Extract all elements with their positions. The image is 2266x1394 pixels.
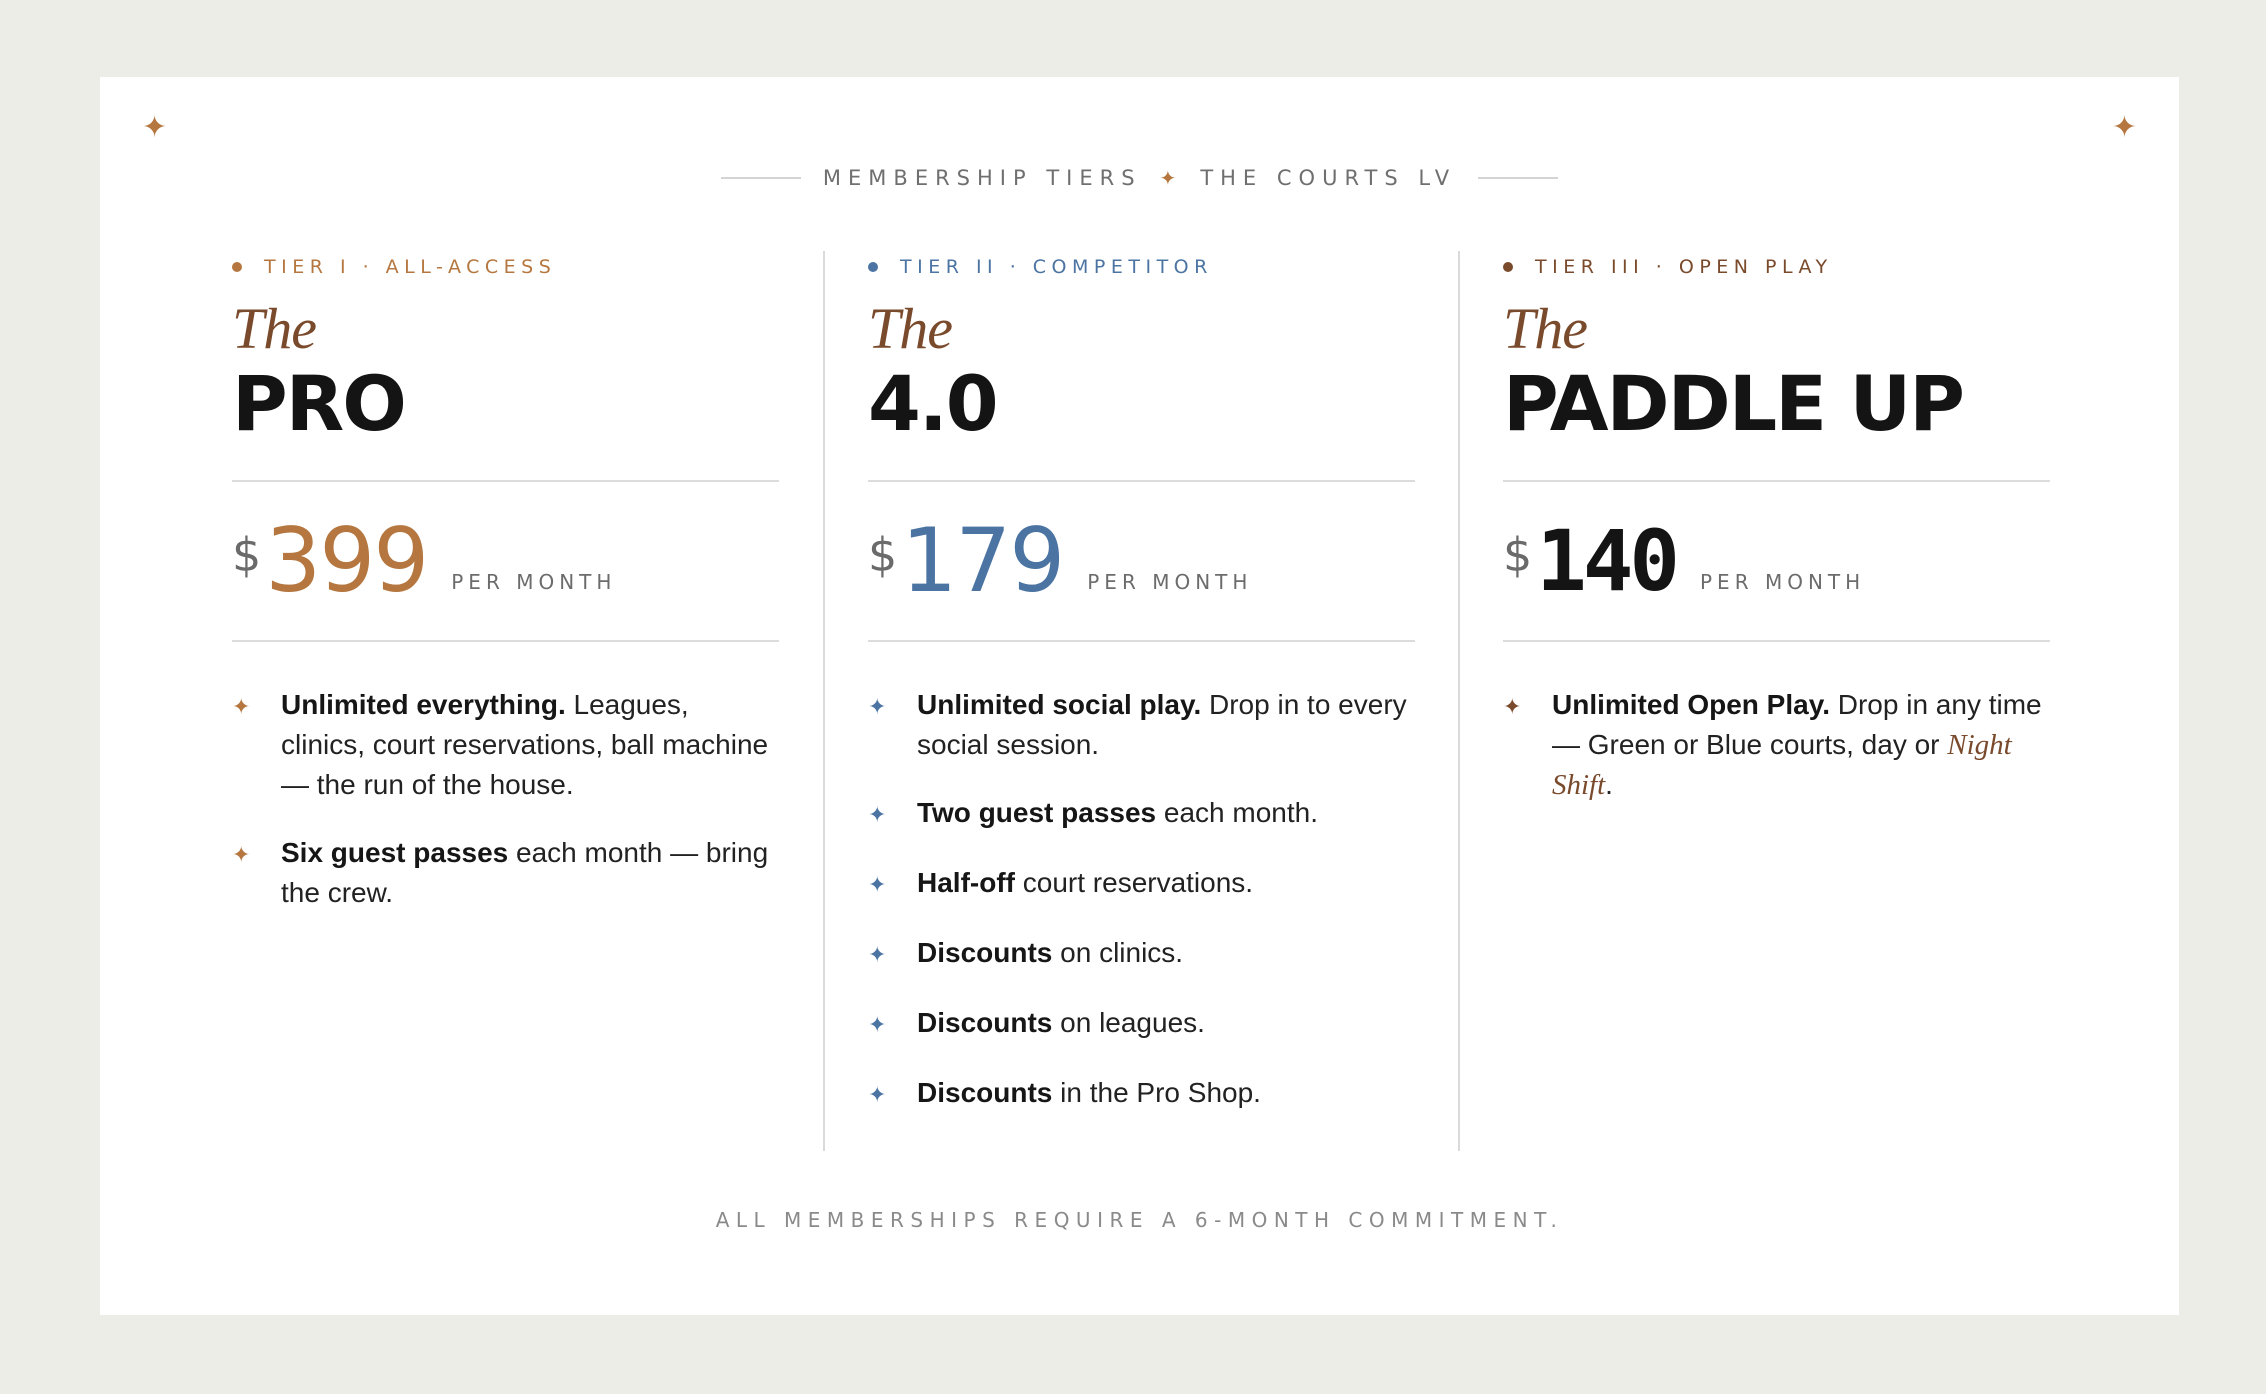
feature-text: [917, 1003, 1205, 1043]
feature-list: [1503, 685, 2050, 805]
tier-name: PRO: [232, 359, 405, 448]
feature-rest: on clinics.: [1052, 937, 1184, 968]
feature-rest: court reservations.: [1014, 867, 1254, 898]
star-bullet-icon: ✦: [868, 694, 887, 719]
star-bullet-icon: ✦: [868, 802, 887, 827]
star-bullet-icon: ✦: [868, 1012, 887, 1037]
feature-bold: Two guest passes: [917, 797, 1157, 828]
tier-dot-icon: [1503, 262, 1513, 272]
tier-prefix: The: [1503, 296, 1587, 361]
price-period: PER MONTH: [1700, 570, 1866, 594]
feature-rest: Drop in any time — Green or Blue courts, day or: [1552, 689, 2042, 760]
tier-label: [1503, 252, 2050, 282]
list-item: [868, 863, 1415, 905]
tier-prefix: The: [232, 296, 316, 361]
column-divider: [1458, 251, 1460, 1151]
feature-text: [917, 793, 1318, 833]
divider: [1503, 640, 2050, 642]
feature-text: [281, 685, 779, 805]
feature-rest: Drop in to every social session.: [917, 689, 1407, 760]
tier-dot-icon: [232, 262, 242, 272]
feature-bold: Six guest passes: [281, 837, 509, 868]
price-period: PER MONTH: [1087, 570, 1253, 594]
list-item: [868, 793, 1415, 835]
feature-bold: Unlimited Open Play.: [1552, 689, 1830, 720]
header-brand: THE COURTS LV: [1200, 166, 1457, 190]
tier-competitor: [868, 252, 1415, 1152]
price-amount: 140: [1536, 512, 1676, 610]
feature-text: [281, 833, 779, 913]
price-amount: 399: [265, 509, 428, 612]
tier-label-text: TIER II · COMPETITOR: [900, 256, 1213, 278]
price-amount: 179: [901, 509, 1064, 612]
page-header: [100, 163, 2179, 193]
feature-rest: in the Pro Shop.: [1052, 1077, 1261, 1108]
column-divider: [823, 251, 825, 1151]
header-rule-right: [1478, 177, 1558, 179]
feature-bold: Unlimited everything.: [281, 689, 566, 720]
currency-symbol: $: [232, 528, 262, 582]
star-bullet-icon: ✦: [1503, 694, 1522, 719]
star-bullet-icon: ✦: [868, 942, 887, 967]
star-bullet-icon: ✦: [232, 694, 251, 719]
feature-text: [917, 1073, 1261, 1113]
star-bullet-icon: ✦: [868, 872, 887, 897]
feature-bold: Discounts: [917, 937, 1053, 968]
feature-rest: on leagues.: [1052, 1007, 1205, 1038]
header-title: MEMBERSHIP TIERS: [822, 166, 1142, 190]
tier-pro: [232, 252, 779, 1152]
corner-star-icon: ✦: [2111, 111, 2137, 144]
feature-script: Night Shift: [1552, 729, 2012, 801]
tier-label-text: TIER III · OPEN PLAY: [1535, 256, 1833, 278]
list-item: [868, 1073, 1415, 1115]
feature-tail: .: [1605, 769, 1613, 800]
feature-text: [917, 933, 1183, 973]
star-icon: ✦: [1159, 166, 1177, 190]
price: [232, 482, 779, 640]
price: [1503, 482, 2050, 640]
list-item: [1503, 685, 2050, 805]
feature-bold: Discounts: [917, 1077, 1053, 1108]
star-bullet-icon: ✦: [232, 842, 251, 867]
feature-list: [868, 685, 1415, 1115]
star-bullet-icon: ✦: [868, 1082, 887, 1107]
tier-name: PADDLE UP: [1503, 359, 1963, 448]
currency-symbol: $: [868, 528, 898, 582]
list-item: [868, 933, 1415, 975]
footer-note: ALL MEMBERSHIPS REQUIRE A 6-MONTH COMMITMENT.: [715, 1208, 1564, 1232]
tier-prefix: The: [868, 296, 952, 361]
tier-paddle-up: [1503, 252, 2050, 1152]
list-item: [232, 685, 779, 805]
currency-symbol: $: [1503, 528, 1533, 582]
membership-card: [100, 77, 2179, 1315]
feature-rest: each month — bring the crew.: [281, 837, 769, 908]
price: [868, 482, 1415, 640]
feature-text: [917, 863, 1253, 903]
list-item: [868, 1003, 1415, 1045]
header-rule-left: [721, 177, 801, 179]
feature-bold: Half-off: [917, 867, 1015, 898]
divider: [232, 640, 779, 642]
price-period: PER MONTH: [451, 570, 617, 594]
divider: [868, 640, 1415, 642]
feature-text: [917, 685, 1415, 765]
tier-label: [868, 252, 1415, 282]
feature-list: [232, 685, 779, 913]
corner-star-icon: ✦: [142, 111, 168, 144]
feature-rest: Leagues, clinics, court reservations, ball machine — the run of the house.: [281, 689, 769, 800]
tier-name: 4.0: [868, 359, 997, 448]
feature-text: [1552, 685, 2050, 805]
tier-label: [232, 252, 779, 282]
list-item: [868, 685, 1415, 765]
feature-bold: Unlimited social play.: [917, 689, 1202, 720]
feature-bold: Discounts: [917, 1007, 1053, 1038]
tier-dot-icon: [868, 262, 878, 272]
feature-rest: each month.: [1156, 797, 1318, 828]
tier-label-text: TIER I · ALL-ACCESS: [264, 256, 557, 278]
list-item: [232, 833, 779, 913]
